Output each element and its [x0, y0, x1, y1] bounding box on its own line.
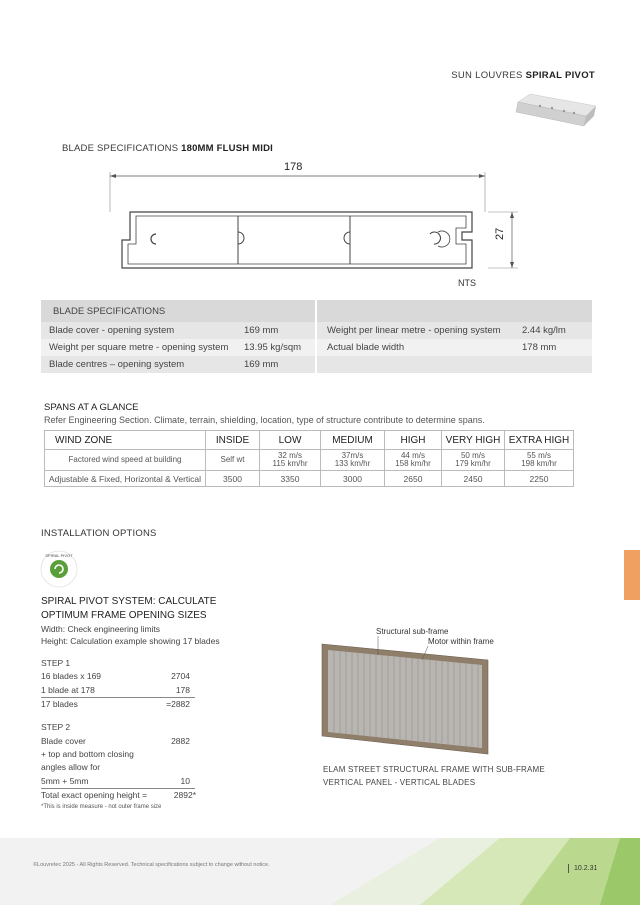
cell-inside: Self wt	[206, 450, 260, 471]
span-value: 2650	[385, 471, 442, 487]
footer-band	[0, 838, 640, 905]
width-dimension-label: 178	[284, 161, 303, 173]
header-product: SPIRAL PIVOT	[525, 70, 595, 81]
spec-label: Actual blade width	[327, 342, 405, 353]
step1-value: 178	[175, 685, 190, 695]
calc-notes	[41, 623, 220, 647]
blade-specs-name: 180MM FLUSH MIDI	[181, 143, 273, 154]
speed-ms: 32 m/s	[277, 451, 302, 460]
cell-speed	[385, 450, 442, 471]
speed-kmh: 198 km/hr	[521, 459, 557, 468]
figure-caption	[323, 763, 545, 789]
divider	[41, 697, 195, 698]
section-tab	[624, 550, 640, 600]
blade-product-image	[510, 92, 600, 130]
cell-speed	[442, 450, 505, 471]
step1-label: 16 blades x 169	[41, 671, 102, 681]
spans-title: SPANS AT A GLANCE	[44, 402, 139, 413]
height-note: Height: Calculation example showing 17 blades	[41, 636, 220, 646]
spec-value: 13.95 kg/sqm	[244, 342, 302, 353]
calc-title-line: SPIRAL PIVOT SYSTEM: CALCULATE	[41, 596, 217, 607]
label-structural-subframe: Structural sub-frame	[376, 627, 449, 636]
step1-title: STEP 1	[41, 658, 71, 668]
col-low: LOW	[260, 431, 321, 450]
row-label: Adjustable & Fixed, Horizontal & Vertical	[45, 471, 206, 487]
span-value: 3000	[321, 471, 385, 487]
step1-value: 2704	[171, 671, 190, 681]
installation-title: INSTALLATION OPTIONS	[41, 528, 157, 539]
step1-label: 17 blades	[41, 699, 78, 709]
divider	[41, 788, 195, 789]
speed-ms: 55 m/s	[526, 451, 551, 460]
wind-table-header	[45, 431, 574, 450]
calc-title-line: OPTIMUM FRAME OPENING SIZES	[41, 610, 207, 621]
blade-section-drawing	[100, 160, 525, 275]
step2-mm-label: 5mm + 5mm	[41, 776, 89, 786]
spec-row	[41, 356, 592, 373]
doc-header	[0, 70, 595, 81]
row-label: Factored wind speed at building	[45, 450, 206, 471]
step2-total-label: Total exact opening height =	[41, 790, 148, 800]
label-motor: Motor within frame	[428, 637, 494, 646]
inside-measure-note: *This is inside measure - not outer frame size	[41, 804, 162, 810]
span-value: 2250	[505, 471, 574, 487]
span-value: 2450	[442, 471, 505, 487]
step2-cover-value: 2882	[171, 736, 190, 746]
spec-label: Blade cover - opening system	[49, 325, 175, 336]
header-prefix: SUN LOUVRES	[451, 70, 523, 81]
page-number: 10.2.31	[574, 865, 598, 872]
spec-table-heading: BLADE SPECIFICATIONS	[41, 300, 315, 322]
figure-caption-line: ELAM STREET STRUCTURAL FRAME WITH SUB-FRAME	[323, 765, 545, 774]
speed-kmh: 158 km/hr	[395, 459, 431, 468]
spec-label: Blade centres – opening system	[49, 359, 185, 370]
width-note: Width: Check engineering limits	[41, 624, 161, 634]
height-dimension-label: 27	[494, 227, 506, 240]
step2-closing: angles allow for	[41, 762, 101, 772]
speed-kmh: 133 km/hr	[334, 459, 371, 468]
table-row	[45, 471, 574, 487]
table-row	[45, 450, 574, 471]
col-extra-high: EXTRA HIGH	[505, 431, 574, 450]
speed-kmh: 179 km/hr	[455, 459, 491, 468]
spec-label: Weight per square metre - opening system	[49, 342, 229, 353]
span-value: 3500	[206, 471, 260, 487]
col-high: HIGH	[385, 431, 442, 450]
spec-row	[41, 322, 592, 339]
step2-title: STEP 2	[41, 722, 71, 732]
col-wind-zone: WIND ZONE	[45, 431, 206, 450]
step2-mm-value: 10	[180, 776, 190, 786]
step1-total: =2882	[166, 699, 190, 709]
spec-row	[41, 339, 592, 356]
cell-speed	[260, 450, 321, 471]
blade-specs-title	[62, 143, 273, 154]
step1-label: 1 blade at 178	[41, 685, 95, 695]
spec-label: Weight per linear metre - opening system	[327, 325, 501, 336]
spec-value: 2.44 kg/lm	[522, 325, 566, 336]
spec-value: 169 mm	[244, 359, 279, 370]
speed-kmh: 115 km/hr	[272, 459, 308, 468]
speed-ms: 37m/s	[341, 451, 364, 460]
calc-title	[41, 595, 216, 623]
spec-value: 169 mm	[244, 325, 279, 336]
badge-text: SPIRAL PIVOT	[45, 553, 73, 558]
spec-value: 178 mm	[522, 342, 557, 353]
blade-spec-table	[41, 300, 592, 373]
speed-ms: 50 m/s	[460, 451, 485, 460]
copyright: ©Louvretec 2025 - All Rights Reserved. Technical specifications subject to change without notice.	[33, 862, 270, 868]
span-value: 3350	[260, 471, 321, 487]
page-divider	[568, 864, 569, 873]
figure-caption-line: VERTICAL PANEL - VERTICAL BLADES	[323, 778, 476, 787]
wind-zone-table	[44, 430, 574, 487]
step2-cover-label: Blade cover	[41, 736, 86, 746]
scale-note: NTS	[458, 278, 476, 288]
col-very-high: VERY HIGH	[442, 431, 505, 450]
spans-subtitle: Refer Engineering Section. Climate, terrain, shielding, location, type of structure contribute to determine spans.	[44, 415, 485, 425]
speed-ms: 44 m/s	[400, 451, 425, 460]
frame-illustration	[318, 636, 498, 758]
col-inside: INSIDE	[206, 431, 260, 450]
col-medium: MEDIUM	[321, 431, 385, 450]
cell-speed	[505, 450, 574, 471]
cell-speed	[321, 450, 385, 471]
spiral-pivot-badge	[40, 550, 78, 588]
step2-total-value: 2892*	[173, 790, 196, 800]
step2-closing: + top and bottom closing	[41, 749, 134, 759]
blade-specs-prefix: BLADE SPECIFICATIONS	[62, 143, 179, 154]
spec-table-header	[41, 300, 592, 322]
